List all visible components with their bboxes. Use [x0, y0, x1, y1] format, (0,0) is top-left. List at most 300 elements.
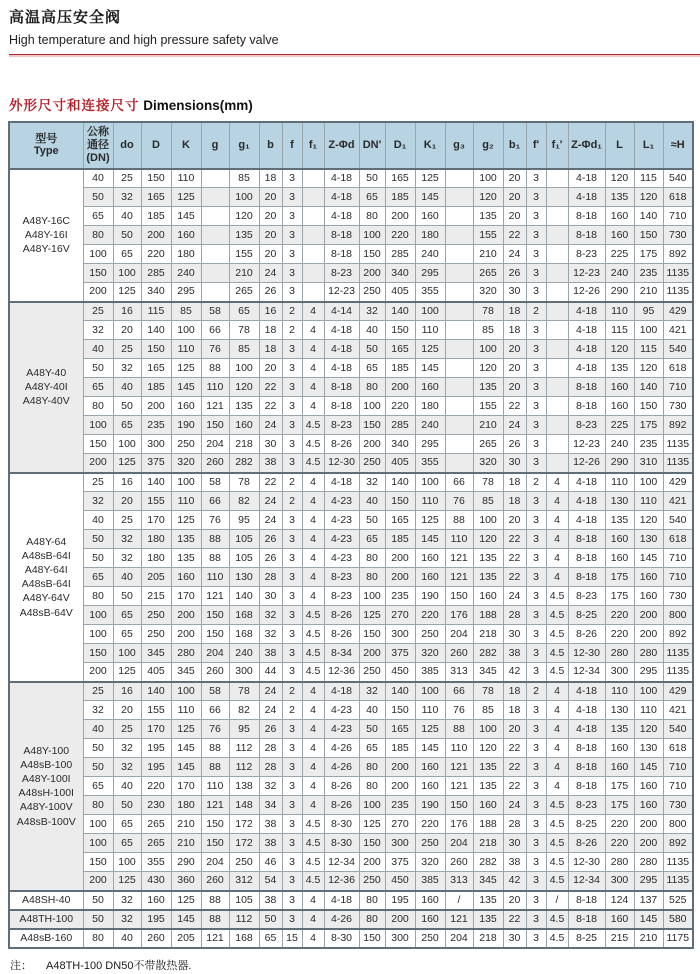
table-cell: 38 — [259, 644, 282, 663]
table-cell: 210 — [171, 834, 201, 853]
table-cell: 730 — [663, 587, 693, 606]
table-cell: 220 — [141, 777, 171, 796]
table-cell: 88 — [201, 359, 229, 378]
table-cell: 4 — [302, 302, 324, 321]
table-cell: 310 — [634, 454, 663, 473]
table-cell: 85 — [171, 302, 201, 321]
table-cell: 125 — [171, 891, 201, 910]
table-cell: 3 — [526, 416, 546, 435]
table-cell: 12-30 — [324, 454, 359, 473]
table-row — [9, 207, 693, 226]
table-cell: 3 — [282, 587, 302, 606]
table-cell: 135 — [605, 720, 634, 739]
table-cell: 345 — [171, 663, 201, 682]
table-cell: 40 — [359, 321, 385, 340]
table-cell: 115 — [141, 302, 171, 321]
table-cell: 50 — [113, 587, 141, 606]
table-cell: 135 — [473, 568, 503, 587]
table-cell — [201, 283, 229, 302]
table-cell: 218 — [473, 929, 503, 948]
table-cell: 20 — [503, 207, 526, 226]
table-cell: 4-23 — [324, 492, 359, 511]
table-cell: 710 — [663, 549, 693, 568]
table-cell: 20 — [113, 701, 141, 720]
table-cell: 150 — [201, 815, 229, 834]
table-cell: 12-30 — [568, 644, 605, 663]
table-cell: 3 — [282, 758, 302, 777]
table-cell: 42 — [503, 872, 526, 891]
table-cell: 450 — [385, 872, 415, 891]
table-cell: 185 — [141, 207, 171, 226]
table-cell: 4-23 — [324, 530, 359, 549]
table-cell: 1135 — [663, 264, 693, 283]
table-cell: 4 — [302, 549, 324, 568]
table-cell: 4-18 — [568, 720, 605, 739]
table-cell: 892 — [663, 834, 693, 853]
table-cell: 4.5 — [546, 910, 568, 929]
table-cell: 3 — [526, 568, 546, 587]
table-cell: 40 — [113, 929, 141, 948]
table-cell: 218 — [229, 435, 259, 454]
table-cell: 105 — [229, 891, 259, 910]
table-cell: 125 — [113, 663, 141, 682]
table-cell: 85 — [229, 340, 259, 359]
table-cell: 200 — [83, 872, 113, 891]
table-cell: 80 — [359, 758, 385, 777]
table-cell: 150 — [385, 701, 415, 720]
table-row — [9, 568, 693, 587]
table-cell — [445, 264, 473, 283]
table-cell: 4-18 — [324, 169, 359, 188]
table-cell: 16 — [259, 302, 282, 321]
table-cell: 618 — [663, 739, 693, 758]
table-cell: 4-23 — [324, 511, 359, 530]
table-cell: 155 — [473, 397, 503, 416]
table-cell: 8-23 — [324, 264, 359, 283]
table-cell: 230 — [141, 796, 171, 815]
table-cell: 4.5 — [302, 454, 324, 473]
table-cell: 24 — [259, 701, 282, 720]
table-cell: 250 — [359, 872, 385, 891]
table-cell: 150 — [83, 435, 113, 454]
table-cell: 54 — [259, 872, 282, 891]
table-cell: 58 — [201, 473, 229, 492]
table-cell: 155 — [229, 245, 259, 264]
table-cell: 3 — [282, 245, 302, 264]
table-cell: 135 — [605, 359, 634, 378]
table-cell: 95 — [634, 302, 663, 321]
table-header — [9, 122, 693, 169]
table-cell: 3 — [282, 834, 302, 853]
table-cell: 235 — [385, 796, 415, 815]
table-cell: 140 — [634, 207, 663, 226]
table-cell: 8-26 — [568, 625, 605, 644]
table-cell: 121 — [445, 568, 473, 587]
table-cell: 200 — [385, 758, 415, 777]
table-cell: 165 — [141, 359, 171, 378]
page-title-zh: 高温高压安全阀 — [9, 9, 122, 26]
table-cell: 280 — [605, 853, 634, 872]
table-cell: 28 — [503, 815, 526, 834]
table-cell: 1135 — [663, 283, 693, 302]
table-cell: 88 — [201, 910, 229, 929]
table-cell: 220 — [385, 226, 415, 245]
table-cell: 80 — [83, 796, 113, 815]
table-cell: 172 — [229, 815, 259, 834]
table-cell: 260 — [201, 454, 229, 473]
table-cell: 385 — [415, 872, 445, 891]
table-cell: 20 — [113, 492, 141, 511]
table-cell: 120 — [473, 530, 503, 549]
table-cell: 172 — [229, 834, 259, 853]
table-cell: 78 — [229, 321, 259, 340]
table-cell: 150 — [359, 834, 385, 853]
table-row — [9, 891, 693, 910]
table-cell: 135 — [229, 226, 259, 245]
table-cell: 50 — [259, 910, 282, 929]
table-cell: 260 — [445, 644, 473, 663]
table-cell: 4 — [302, 701, 324, 720]
table-cell: 115 — [634, 340, 663, 359]
table-cell: 3 — [526, 587, 546, 606]
table-cell: 3 — [526, 872, 546, 891]
table-cell: 180 — [171, 796, 201, 815]
table-cell: 8-18 — [568, 891, 605, 910]
table-cell: 160 — [473, 587, 503, 606]
table-cell: 150 — [385, 321, 415, 340]
table-cell: 100 — [83, 625, 113, 644]
table-cell: 4.5 — [546, 796, 568, 815]
table-cell: 8-25 — [568, 929, 605, 948]
table-row — [9, 663, 693, 682]
table-cell: 345 — [141, 644, 171, 663]
table-cell: 3 — [526, 226, 546, 245]
table-cell: 225 — [605, 245, 634, 264]
table-cell: 150 — [141, 340, 171, 359]
table-cell: 125 — [415, 511, 445, 530]
table-cell: 200 — [385, 568, 415, 587]
dimensions-table — [8, 121, 694, 949]
table-cell: 3 — [526, 834, 546, 853]
table-cell: 405 — [385, 454, 415, 473]
table-cell: 120 — [473, 359, 503, 378]
table-cell: 185 — [385, 530, 415, 549]
table-cell: 340 — [141, 283, 171, 302]
table-cell: 80 — [359, 777, 385, 796]
table-cell: 100 — [113, 264, 141, 283]
dn-column-header: 公称 通径 (DN) — [83, 122, 113, 169]
table-cell: 4-26 — [324, 758, 359, 777]
table-cell: 125 — [113, 454, 141, 473]
table-cell — [445, 454, 473, 473]
table-cell: 3 — [526, 435, 546, 454]
table-cell: 4.5 — [546, 606, 568, 625]
table-cell: 320 — [171, 454, 201, 473]
table-cell: 125 — [171, 188, 201, 207]
table-row — [9, 226, 693, 245]
table-cell: 3 — [526, 910, 546, 929]
table-cell: 710 — [663, 378, 693, 397]
table-row — [9, 378, 693, 397]
table-cell: 26 — [259, 530, 282, 549]
table-cell: 2 — [526, 302, 546, 321]
table-cell: 80 — [359, 378, 385, 397]
table-cell: 150 — [445, 587, 473, 606]
table-cell: 50 — [113, 796, 141, 815]
table-cell: 100 — [229, 188, 259, 207]
table-cell: 32 — [359, 682, 385, 701]
table-cell: 12-23 — [568, 435, 605, 454]
table-cell: 4 — [302, 758, 324, 777]
table-cell: 3 — [282, 720, 302, 739]
table-cell: 250 — [359, 454, 385, 473]
table-cell: 165 — [385, 511, 415, 530]
table-cell: 121 — [445, 758, 473, 777]
section-title-en: Dimensions(mm) — [143, 97, 253, 113]
table-cell: 125 — [113, 872, 141, 891]
table-cell: 180 — [415, 226, 445, 245]
table-cell: 3 — [526, 606, 546, 625]
table-cell: 168 — [229, 625, 259, 644]
table-cell: 40 — [113, 207, 141, 226]
table-cell: 265 — [141, 834, 171, 853]
table-cell: 3 — [526, 625, 546, 644]
table-cell: 12-30 — [568, 853, 605, 872]
table-cell: 265 — [229, 283, 259, 302]
table-cell: 4 — [546, 473, 568, 492]
table-cell: 80 — [83, 226, 113, 245]
table-cell: 112 — [229, 910, 259, 929]
table-cell: 100 — [634, 682, 663, 701]
table-cell: 4 — [302, 397, 324, 416]
table-cell: 3 — [282, 454, 302, 473]
table-cell: 730 — [663, 226, 693, 245]
table-cell: 250 — [141, 625, 171, 644]
table-cell: 85 — [473, 492, 503, 511]
table-cell: 100 — [415, 473, 445, 492]
table-cell: 3 — [526, 207, 546, 226]
table-cell: 3 — [282, 606, 302, 625]
table-cell: 8-30 — [324, 815, 359, 834]
table-cell — [546, 378, 568, 397]
table-cell: 150 — [201, 834, 229, 853]
table-cell: 100 — [473, 511, 503, 530]
table-cell: 185 — [385, 359, 415, 378]
table-cell: 210 — [473, 245, 503, 264]
table-cell: 121 — [445, 549, 473, 568]
table-cell: 121 — [201, 796, 229, 815]
table-cell: 30 — [503, 834, 526, 853]
table-cell: 160 — [634, 587, 663, 606]
table-cell: 270 — [385, 815, 415, 834]
table-cell: 40 — [113, 378, 141, 397]
table-cell: 28 — [259, 568, 282, 587]
table-cell: 4.5 — [546, 644, 568, 663]
table-cell: 32 — [113, 739, 141, 758]
table-cell: 145 — [415, 530, 445, 549]
table-cell: 4 — [302, 929, 324, 948]
table-cell: 892 — [663, 245, 693, 264]
table-cell — [445, 283, 473, 302]
table-cell: 210 — [634, 283, 663, 302]
table-cell: 3 — [282, 796, 302, 815]
table-cell: 110 — [171, 169, 201, 188]
table-cell: 30 — [259, 587, 282, 606]
table-cell: 30 — [503, 454, 526, 473]
table-cell: 32 — [113, 549, 141, 568]
table-cell: 12-36 — [324, 663, 359, 682]
table-cell — [445, 435, 473, 454]
table-cell: 2 — [282, 302, 302, 321]
table-cell: 205 — [171, 929, 201, 948]
column-header: L₁ — [634, 122, 663, 169]
table-cell: 135 — [473, 549, 503, 568]
column-header: g — [201, 122, 229, 169]
table-cell: 18 — [503, 492, 526, 511]
table-cell: 8-18 — [568, 226, 605, 245]
table-cell: 110 — [605, 473, 634, 492]
table-cell: 85 — [473, 701, 503, 720]
table-row — [9, 910, 693, 929]
table-cell: 32 — [113, 910, 141, 929]
table-cell: 82 — [229, 701, 259, 720]
table-cell: 65 — [113, 606, 141, 625]
table-cell: 50 — [83, 530, 113, 549]
table-cell: 115 — [634, 169, 663, 188]
table-cell: 1135 — [663, 872, 693, 891]
table-cell: 260 — [201, 663, 229, 682]
table-cell: 110 — [201, 378, 229, 397]
table-cell: 430 — [141, 872, 171, 891]
table-cell: 4.5 — [546, 853, 568, 872]
table-cell: 65 — [259, 929, 282, 948]
table-cell: 170 — [171, 587, 201, 606]
table-cell: 285 — [141, 264, 171, 283]
table-cell: 892 — [663, 625, 693, 644]
table-cell: 240 — [605, 435, 634, 454]
table-cell: 2 — [526, 682, 546, 701]
table-cell: 20 — [503, 359, 526, 378]
table-cell: 4-18 — [324, 473, 359, 492]
table-cell: 200 — [385, 777, 415, 796]
table-cell: 4.5 — [302, 416, 324, 435]
table-cell: 300 — [605, 663, 634, 682]
table-cell: 429 — [663, 302, 693, 321]
table-cell: 3 — [282, 397, 302, 416]
table-cell: 100 — [473, 340, 503, 359]
table-cell: 50 — [83, 188, 113, 207]
table-row — [9, 321, 693, 340]
column-header: Z-Φd₁ — [568, 122, 605, 169]
table-cell: 160 — [605, 530, 634, 549]
table-cell: 145 — [634, 549, 663, 568]
table-cell: 20 — [503, 891, 526, 910]
table-row — [9, 283, 693, 302]
table-cell: 145 — [415, 739, 445, 758]
table-cell: 3 — [282, 378, 302, 397]
table-cell: 18 — [503, 701, 526, 720]
table-cell: 34 — [259, 796, 282, 815]
table-cell: 125 — [171, 359, 201, 378]
table-cell: 121 — [201, 587, 229, 606]
table-row — [9, 701, 693, 720]
table-cell — [302, 188, 324, 207]
table-cell: 4-18 — [568, 359, 605, 378]
table-cell: 100 — [83, 245, 113, 264]
table-cell: 200 — [359, 264, 385, 283]
table-cell: 4-18 — [568, 302, 605, 321]
table-cell: 4 — [302, 777, 324, 796]
table-cell: 160 — [634, 777, 663, 796]
table-cell: 170 — [141, 511, 171, 530]
table-cell: 220 — [415, 606, 445, 625]
table-cell: 218 — [473, 625, 503, 644]
table-cell: 2 — [282, 473, 302, 492]
table-cell: 120 — [473, 188, 503, 207]
table-cell: 160 — [605, 739, 634, 758]
table-cell: 4-18 — [568, 340, 605, 359]
table-cell — [445, 302, 473, 321]
table-row — [9, 625, 693, 644]
table-row — [9, 359, 693, 378]
table-cell: 421 — [663, 321, 693, 340]
table-cell: 50 — [83, 910, 113, 929]
table-cell: 710 — [663, 777, 693, 796]
table-cell: 4 — [302, 910, 324, 929]
table-cell: 4-18 — [324, 359, 359, 378]
table-cell: 355 — [415, 283, 445, 302]
table-cell: 135 — [605, 188, 634, 207]
table-cell: 140 — [385, 682, 415, 701]
table-cell: 250 — [141, 606, 171, 625]
table-cell: 100 — [83, 815, 113, 834]
table-cell: 295 — [634, 663, 663, 682]
table-cell: 160 — [415, 568, 445, 587]
table-cell: 145 — [415, 188, 445, 207]
table-cell: 250 — [229, 853, 259, 872]
table-cell: 1135 — [663, 644, 693, 663]
table-cell: 3 — [526, 340, 546, 359]
table-cell: 88 — [201, 739, 229, 758]
table-cell: 290 — [605, 283, 634, 302]
table-cell: 1135 — [663, 454, 693, 473]
table-cell: 8-23 — [324, 587, 359, 606]
table-cell: 340 — [385, 435, 415, 454]
table-cell: 4 — [546, 511, 568, 530]
table-cell: 200 — [385, 910, 415, 929]
table-cell: 200 — [634, 834, 663, 853]
table-cell: 200 — [634, 606, 663, 625]
table-cell: 618 — [663, 530, 693, 549]
table-cell: 8-23 — [568, 587, 605, 606]
table-cell: 26 — [503, 435, 526, 454]
table-cell: 24 — [503, 796, 526, 815]
table-row — [9, 872, 693, 891]
table-cell: 65 — [113, 245, 141, 264]
table-cell: 8-18 — [568, 378, 605, 397]
table-cell: 3 — [526, 283, 546, 302]
table-cell: 204 — [445, 625, 473, 644]
table-cell: 3 — [526, 492, 546, 511]
table-cell: 176 — [445, 815, 473, 834]
table-cell: 26 — [259, 720, 282, 739]
table-cell: 8-25 — [568, 815, 605, 834]
table-cell: 16 — [113, 302, 141, 321]
table-cell: 525 — [663, 891, 693, 910]
table-cell: 150 — [83, 644, 113, 663]
table-cell: 160 — [605, 910, 634, 929]
table-cell: 20 — [259, 207, 282, 226]
